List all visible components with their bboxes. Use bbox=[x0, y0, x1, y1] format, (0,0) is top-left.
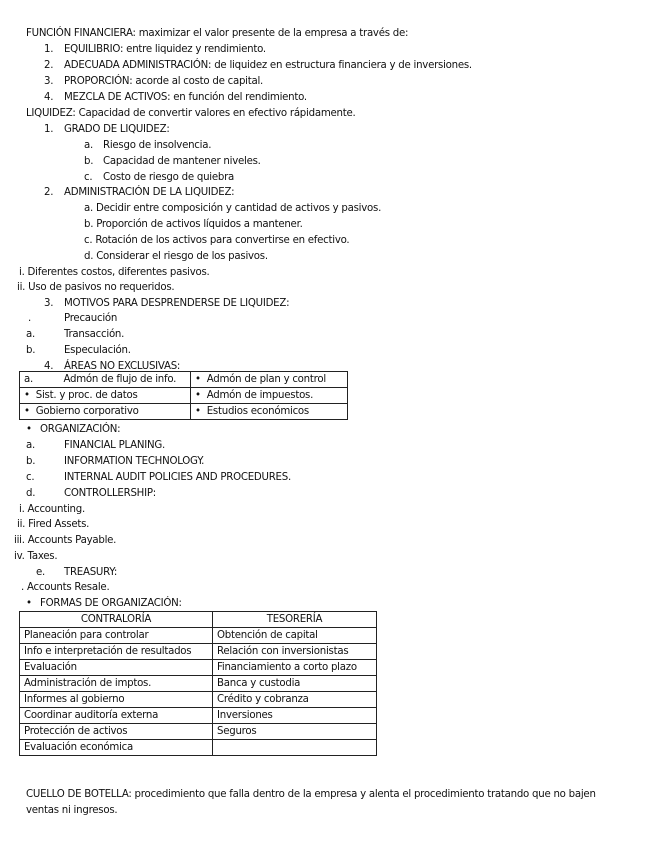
list-item: PROPORCIÓN: acorde al costo de capital. bbox=[64, 76, 264, 87]
liquidez-heading: LIQUIDEZ: Capacidad de convertir valores en efectivo rápidamente. bbox=[26, 108, 356, 119]
list-number: 3. bbox=[44, 298, 54, 309]
list-letter: . bbox=[28, 313, 31, 324]
table-row bbox=[20, 692, 377, 708]
roman-item: i. Accounting. bbox=[19, 504, 85, 515]
list-item: Transacción. bbox=[64, 329, 125, 340]
list-letter: e. bbox=[36, 567, 46, 578]
list-letter: c. bbox=[84, 172, 93, 183]
table-row bbox=[20, 740, 377, 756]
treasury-heading: TREASURY: bbox=[64, 567, 118, 578]
table-row bbox=[20, 676, 377, 692]
table-row bbox=[20, 404, 348, 420]
formas-heading: FORMAS DE ORGANIZACIÓN: bbox=[40, 598, 182, 609]
table-header-row bbox=[20, 612, 377, 628]
list-number: 1. bbox=[44, 124, 54, 135]
table-row bbox=[20, 628, 377, 644]
organizacion-heading: ORGANIZACIÓN: bbox=[40, 424, 121, 435]
list-item: MEZCLA DE ACTIVOS: en función del rendimiento. bbox=[64, 92, 307, 103]
list-item: ADECUADA ADMINISTRACIÓN: de liquidez en estructura financiera y de inversiones. bbox=[64, 60, 472, 71]
bullet: • bbox=[26, 598, 32, 609]
cell-marker: • bbox=[195, 389, 201, 401]
table-cell bbox=[20, 388, 191, 404]
formas-table bbox=[19, 611, 377, 756]
cell-marker: • bbox=[195, 405, 201, 417]
table-cell bbox=[191, 404, 348, 420]
cell-text: Admón de impuestos. bbox=[206, 389, 314, 401]
cell-text: Gobierno corporativo bbox=[35, 405, 139, 417]
list-letter: b. bbox=[26, 345, 36, 356]
table-row bbox=[20, 372, 348, 388]
list-letter: c. bbox=[26, 472, 35, 483]
cuello-botella-text: CUELLO DE BOTELLA: procedimiento que falla dentro de la empresa y alenta el procedimiento tratando que no bajen bbox=[26, 789, 596, 800]
table-cell: Seguros bbox=[213, 724, 377, 740]
table-cell bbox=[20, 372, 191, 388]
table-cell: Inversiones bbox=[213, 708, 377, 724]
table-cell: Obtención de capital bbox=[213, 628, 377, 644]
list-letter: a. bbox=[26, 329, 35, 340]
list-item: EQUILIBRIO: entre liquidez y rendimiento. bbox=[64, 44, 266, 55]
table-cell: Info e interpretación de resultados bbox=[20, 644, 213, 660]
table-cell: Financiamiento a corto plazo bbox=[213, 660, 377, 676]
list-item: Riesgo de insolvencia. bbox=[103, 140, 212, 151]
table-cell: Relación con inversionistas bbox=[213, 644, 377, 660]
list-item: Capacidad de mantener niveles. bbox=[103, 156, 261, 167]
roman-item: iv. Taxes. bbox=[14, 551, 58, 562]
cell-text: Admón de plan y control bbox=[206, 373, 326, 385]
column-header: TESORERÍA bbox=[213, 612, 377, 628]
funcion-financiera-heading: FUNCIÓN FINANCIERA: maximizar el valor presente de la empresa a través de: bbox=[26, 28, 409, 39]
roman-item: ii. Fired Assets. bbox=[17, 519, 90, 530]
areas-heading: ÁREAS NO EXCLUSIVAS: bbox=[64, 361, 181, 372]
list-number: 4. bbox=[44, 361, 54, 372]
table-cell: Evaluación bbox=[20, 660, 213, 676]
table-cell: Evaluación económica bbox=[20, 740, 213, 756]
table-cell bbox=[213, 740, 377, 756]
table-cell bbox=[191, 388, 348, 404]
list-item: d. Considerar el riesgo de los pasivos. bbox=[84, 251, 268, 262]
roman-item: i. Diferentes costos, diferentes pasivos. bbox=[19, 267, 210, 278]
table-cell: Crédito y cobranza bbox=[213, 692, 377, 708]
bullet: • bbox=[26, 424, 32, 435]
cell-marker: • bbox=[24, 405, 30, 417]
list-letter: a. bbox=[26, 440, 35, 451]
table-cell: Informes al gobierno bbox=[20, 692, 213, 708]
list-number: 2. bbox=[44, 60, 54, 71]
table-cell: Planeación para controlar bbox=[20, 628, 213, 644]
motivos-heading: MOTIVOS PARA DESPRENDERSE DE LIQUIDEZ: bbox=[64, 298, 290, 309]
list-letter: b. bbox=[84, 156, 94, 167]
cell-marker: • bbox=[195, 373, 201, 385]
list-item: a. Decidir entre composición y cantidad de activos y pasivos. bbox=[84, 203, 382, 214]
list-item: FINANCIAL PLANING. bbox=[64, 440, 165, 451]
cell-text: Sist. y proc. de datos bbox=[35, 389, 138, 401]
cell-text: Admón de flujo de info. bbox=[63, 373, 177, 385]
list-letter: a. bbox=[84, 140, 93, 151]
table-row bbox=[20, 388, 348, 404]
list-item: INTERNAL AUDIT POLICIES AND PROCEDURES. bbox=[64, 472, 291, 483]
list-number: 1. bbox=[44, 44, 54, 55]
list-item: . Accounts Resale. bbox=[21, 582, 110, 593]
areas-table bbox=[19, 371, 348, 420]
list-number: 3. bbox=[44, 76, 54, 87]
table-row bbox=[20, 724, 377, 740]
cell-marker: • bbox=[24, 389, 30, 401]
list-letter: b. bbox=[26, 456, 36, 467]
list-item: INFORMATION TECHNOLOGY. bbox=[64, 456, 205, 467]
table-row bbox=[20, 660, 377, 676]
table-cell bbox=[20, 404, 191, 420]
list-item: c. Rotación de los activos para convertirse en efectivo. bbox=[84, 235, 350, 246]
table-cell bbox=[191, 372, 348, 388]
list-number: 2. bbox=[44, 187, 54, 198]
table-cell: Administración de imptos. bbox=[20, 676, 213, 692]
list-item: CONTROLLERSHIP: bbox=[64, 488, 156, 499]
list-item: Especulación. bbox=[64, 345, 131, 356]
roman-item: ii. Uso de pasivos no requeridos. bbox=[17, 282, 175, 293]
admin-liquidez-heading: ADMINISTRACIÓN DE LA LIQUIDEZ: bbox=[64, 187, 235, 198]
table-cell: Coordinar auditoría externa bbox=[20, 708, 213, 724]
table-cell: Protección de activos bbox=[20, 724, 213, 740]
list-item: Precaución bbox=[64, 313, 118, 324]
cuello-botella-text-cont: ventas ni ingresos. bbox=[26, 805, 118, 816]
cell-text: Estudios económicos bbox=[206, 405, 309, 417]
list-item: b. Proporción de activos líquidos a mantener. bbox=[84, 219, 303, 230]
cell-marker: a. bbox=[24, 373, 33, 385]
roman-item: iii. Accounts Payable. bbox=[14, 535, 117, 546]
grado-liquidez-heading: GRADO DE LIQUIDEZ: bbox=[64, 124, 170, 135]
table-row bbox=[20, 708, 377, 724]
list-number: 4. bbox=[44, 92, 54, 103]
table-row bbox=[20, 644, 377, 660]
list-letter: d. bbox=[26, 488, 36, 499]
list-item: Costo de riesgo de quiebra bbox=[103, 172, 235, 183]
table-cell: Banca y custodia bbox=[213, 676, 377, 692]
column-header: CONTRALORÍA bbox=[20, 612, 213, 628]
